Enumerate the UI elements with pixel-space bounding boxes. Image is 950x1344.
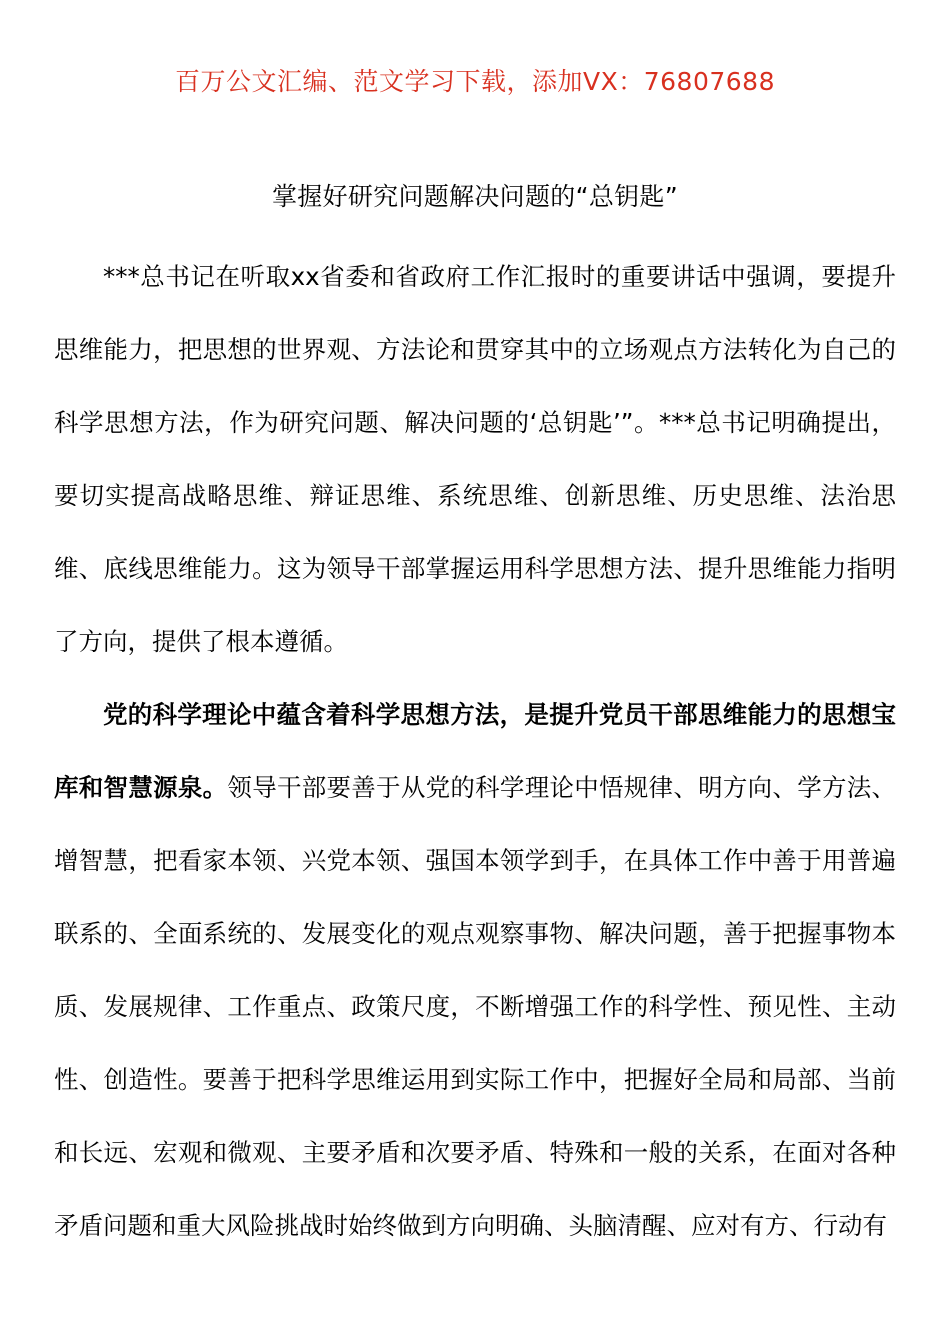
promo-banner: 百万公文汇编、范文学习下载，添加VX：76807688: [175, 67, 775, 96]
page-title: 掌握好研究问题解决问题的“总钥匙”: [271, 182, 678, 211]
paragraph-2-bold-lead: 党的科学理论中蕴含着科学思想方法，是提升党员干部思维能力的思想宝库和智慧源泉。: [54, 700, 896, 802]
paragraph-2: [54, 678, 896, 1262]
paragraph-1-text: ***总书记在听取xx省委和省政府工作汇报时的重要讲话中强调，要提升思维能力，把思想的世界观、方法论和贯穿其中的立场观点方法转化为自己的科学思想方法，作为研究问题、解决问题的‘总钥匙’”。***总书记明确提出，要切实提高战略思维、辩证思维、系统思维、创新思维、历史思维、法治思维、底线思维能力。这为领导干部掌握运用科学思想方法、提升思维能力指明了方向，提供了根本遵循。: [54, 262, 896, 656]
document-body: [54, 240, 896, 1262]
paragraph-1: [54, 240, 896, 678]
paragraph-2-text: 领导干部要善于从党的科学理论中悟规律、明方向、学方法、增智慧，把看家本领、兴党本领、强国本领学到手，在具体工作中善于用普遍联系的、全面系统的、发展变化的观点观察事物、解决问题，善于把握事物本质、发展规律、工作重点、政策尺度，不断增强工作的科学性、预见性、主动性、创造性。要善于把科学思维运用到实际工作中，把握好全局和局部、当前和长远、宏观和微观、主要矛盾和次要矛盾、特殊和一般的关系，在面对各种矛盾问题和重大风险挑战时始终做到方向明确、头脑清醒、应对有方、行动有: [54, 773, 897, 1240]
